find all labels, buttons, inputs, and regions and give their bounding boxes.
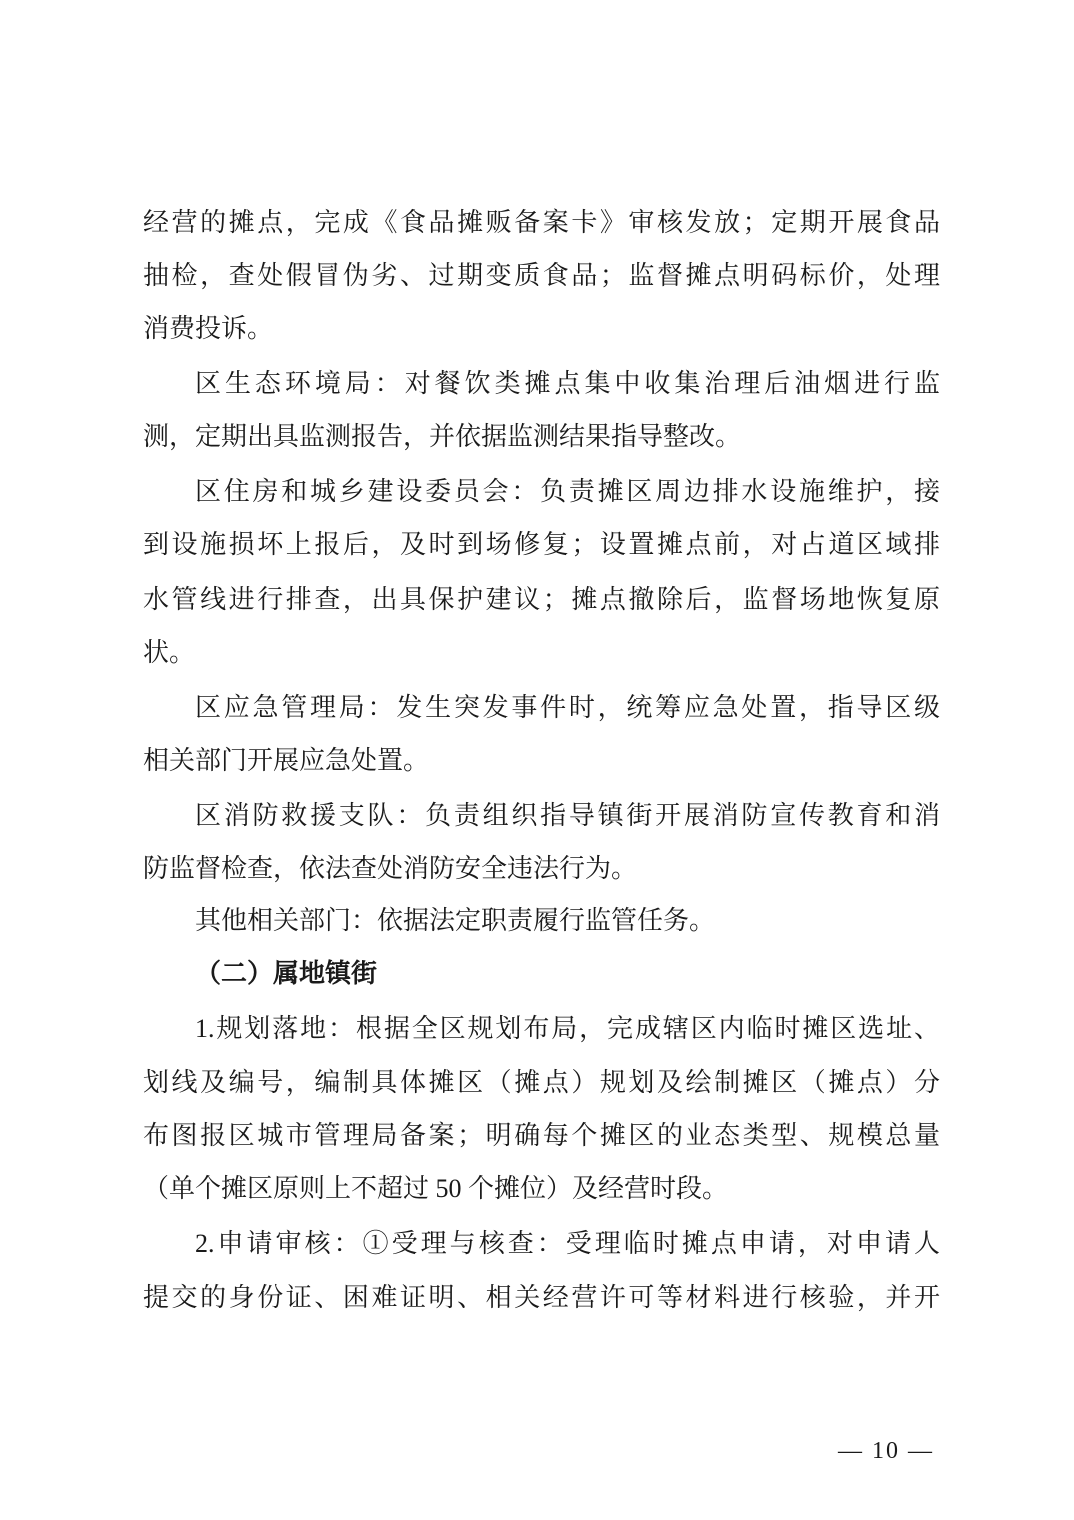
text-line: 区消防救援支队：负责组织指导镇街开展消防宣传教育和消 xyxy=(195,801,940,830)
text-line: 划线及编号，编制具体摊区（摊点）规划及绘制摊区（摊点）分 xyxy=(143,1068,940,1097)
page-number: — 10 — xyxy=(838,1438,934,1464)
text-line: （单个摊区原则上不超过 50 个摊位）及经营时段。 xyxy=(143,1174,729,1203)
text-line: 提交的身份证、困难证明、相关经营许可等材料进行核验，并开 xyxy=(143,1283,940,1312)
text-line: 其他相关部门：依据法定职责履行监管任务。 xyxy=(195,906,716,935)
text-line: 到设施损坏上报后，及时到场修复；设置摊点前，对占道区域排 xyxy=(143,530,940,559)
text-line: 2.申请审核：①受理与核查：受理临时摊点申请，对申请人 xyxy=(195,1229,940,1258)
text-line: 相关部门开展应急处置。 xyxy=(143,746,430,775)
text-line: 区应急管理局：发生突发事件时，统筹应急处置，指导区级 xyxy=(195,693,940,722)
text-line: 消费投诉。 xyxy=(143,314,274,343)
text-line: 布图报区城市管理局备案；明确每个摊区的业态类型、规模总量 xyxy=(143,1121,940,1150)
text-line: 水管线进行排查，出具保护建议；摊点撤除后，监督场地恢复原 xyxy=(143,585,940,614)
text-line: 测，定期出具监测报告，并依据监测结果指导整改。 xyxy=(143,422,742,451)
section-heading: （二）属地镇街 xyxy=(195,959,378,988)
text-line: 状。 xyxy=(143,638,196,667)
text-line: 区生态环境局：对餐饮类摊点集中收集治理后油烟进行监 xyxy=(195,369,940,398)
text-line: 经营的摊点，完成《食品摊贩备案卡》审核发放；定期开展食品 xyxy=(143,208,940,237)
text-line: 区住房和城乡建设委员会：负责摊区周边排水设施维护，接 xyxy=(195,477,940,506)
text-line: 抽检，查处假冒伪劣、过期变质食品；监督摊点明码标价，处理 xyxy=(143,261,940,290)
text-line: 防监督检查，依法查处消防安全违法行为。 xyxy=(143,854,638,883)
text-line: 1.规划落地：根据全区规划布局，完成辖区内临时摊区选址、 xyxy=(195,1014,940,1043)
